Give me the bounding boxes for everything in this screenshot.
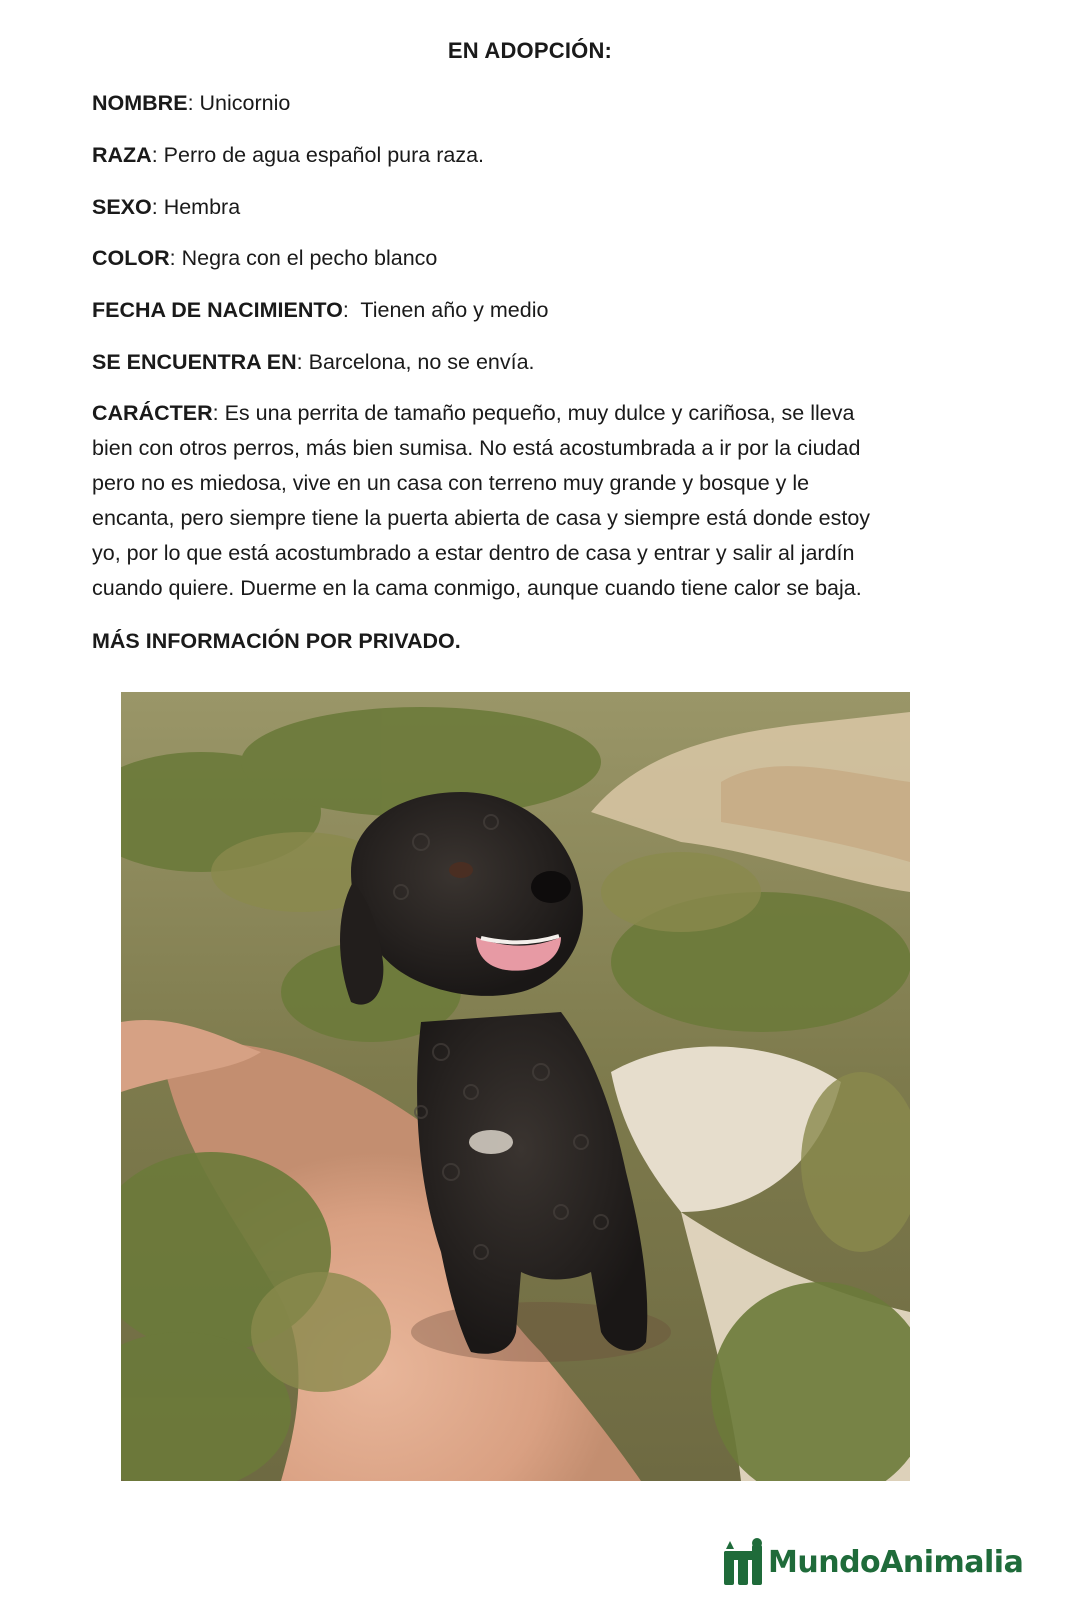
field-value: Unicornio	[199, 91, 291, 115]
field-caracter	[92, 396, 972, 606]
field-fecha-nacimiento: FECHA DE NACIMIENTO: Tienen año y medio	[92, 298, 549, 322]
field-label: NOMBRE	[92, 91, 188, 115]
field-color: COLOR: Negra con el pecho blanco	[92, 246, 438, 270]
field-label: SE ENCUENTRA EN	[92, 350, 297, 374]
dog-photo	[121, 692, 910, 1481]
mundoanimalia-logo-icon	[722, 1537, 764, 1587]
field-label: FECHA DE NACIMIENTO	[92, 298, 343, 322]
field-value: Perro de agua español pura raza.	[163, 143, 484, 167]
caracter-line: yo, por lo que está acostumbrado a estar dentro de casa y entrar y salir al jardín	[92, 541, 855, 565]
caracter-line: bien con otros perros, más bien sumisa. No está acostumbrada a ir por la ciudad	[92, 436, 861, 460]
caracter-line: encanta, pero siempre tiene la puerta abierta de casa y siempre está donde estoy	[92, 506, 871, 530]
field-label: CARÁCTER	[92, 401, 213, 425]
more-info-note: MÁS INFORMACIÓN POR PRIVADO.	[92, 629, 461, 653]
field-se-encuentra-en: SE ENCUENTRA EN: Barcelona, no se envía.	[92, 350, 535, 374]
field-sexo: SEXO: Hembra	[92, 195, 241, 219]
field-label: COLOR	[92, 246, 170, 270]
mundoanimalia-logo	[722, 1534, 1023, 1590]
caracter-line: CARÁCTER: Es una perrita de tamaño pequeño, muy dulce y cariñosa, se lleva	[92, 401, 855, 425]
field-value: Hembra	[163, 195, 241, 219]
logo-text: MundoAnimalia	[768, 1544, 1024, 1580]
field-label: SEXO	[92, 195, 152, 219]
caracter-line: cuando quiere. Duerme en la cama conmigo, aunque cuando tiene calor se baja.	[92, 576, 862, 600]
field-nombre: NOMBRE: Unicornio	[92, 91, 291, 115]
caracter-line: pero no es miedosa, vive en un casa con terreno muy grande y bosque y le	[92, 471, 810, 495]
field-label: RAZA	[92, 143, 152, 167]
field-raza: RAZA: Perro de agua español pura raza.	[92, 143, 484, 167]
field-value: Negra con el pecho blanco	[181, 246, 438, 270]
page-title: EN ADOPCIÓN:	[447, 38, 613, 63]
field-value: Tienen año y medio	[360, 298, 549, 322]
caracter-text: Es una perrita de tamaño pequeño, muy dulce y cariñosa, se lleva	[224, 401, 855, 425]
field-value: Barcelona, no se envía.	[308, 350, 535, 374]
